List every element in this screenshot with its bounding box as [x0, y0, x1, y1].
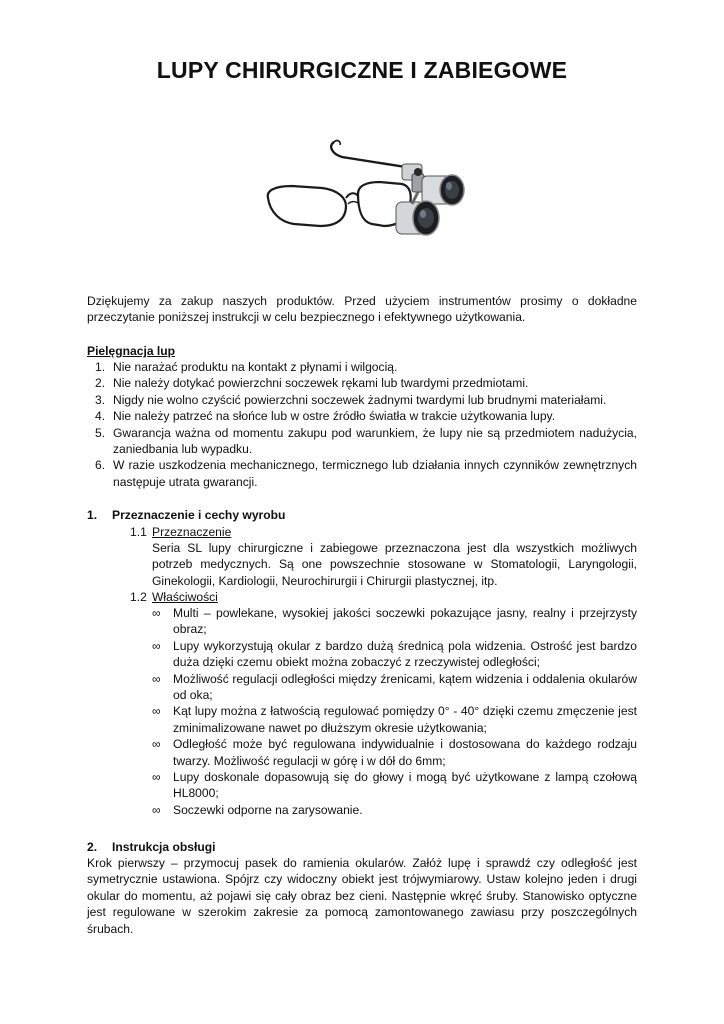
section-2-heading: [87, 839, 216, 855]
list-item-text: Multi – powlekane, wysokiej jakości soczewki pokazujące jasny, realny i przejrzysty obraz;: [173, 606, 637, 637]
subsection-number: 1.2: [130, 590, 147, 604]
intro-paragraph: Dziękujemy za zakup naszych produktów. Przed użyciem instrumentów prosimy o dokładne przeczytanie poniższej instrukcji w celu bezpiecznego i efektywnego użytkowania.: [87, 294, 637, 325]
list-item: [152, 736, 637, 769]
list-item-text: Odległość może być regulowana indywidualnie i dostosowana do każdego rodzaju twarzy. Możliwość regulacji w górę i w dół do 6mm;: [173, 737, 637, 768]
page-title: LUPY CHIRURGICZNE I ZABIEGOWE: [156, 57, 568, 83]
subsection-title: Właściwości: [152, 590, 218, 604]
list-item-text: Nie należy dotykać powierzchni soczewek rękami lub twardymi przedmiotami.: [113, 376, 529, 391]
list-item: [87, 425, 637, 458]
list-item: [152, 638, 637, 671]
section-1-heading: [87, 507, 637, 523]
list-item-text: Nie narażać produktu na kontakt z płynami i wilgocią.: [113, 360, 398, 374]
list-item: [152, 671, 637, 704]
care-list: [87, 359, 637, 490]
list-item-text: Lupy wykorzystują okular z bardzo dużą średnicą pola widzenia. Ostrość jest bardzo duża dzięki czemu obiekt można zobaczyć z rzeczywistej odległości;: [173, 638, 637, 670]
infinity-bullet-icon: ∞: [152, 802, 161, 817]
list-item-number: 2.: [95, 376, 106, 391]
instructions-paragraph: Krok pierwszy – przymocuj pasek do ramienia okularów. Załóż lupę i sprawdź czy odległość jest symetrycznie ustawiona. Spójrz czy widoczny obiekt jest trójwymiarowy. Ustaw kolejno jeden i drugi okular do momentu, aż pojawi się cały obraz bez cieni. Następnie wkręć śruby. Stanowisko optyczne jest regulowane w szerokim zakresie za pomocą zamontowanego zawiasu przy poszczególnych śrubach.: [87, 856, 637, 936]
list-item: [152, 703, 637, 736]
list-item: [87, 359, 637, 375]
subsection-number: 1.1: [130, 525, 147, 539]
subsection-properties-heading: [130, 589, 637, 605]
infinity-bullet-icon: ∞: [152, 606, 161, 620]
list-item: [152, 605, 637, 638]
list-item-number: 1.: [95, 360, 106, 374]
subsection-purpose-heading: [130, 524, 637, 540]
subsection-title: Przeznaczenie: [152, 525, 232, 539]
list-item-number: 6.: [95, 458, 106, 473]
infinity-bullet-icon: ∞: [152, 704, 161, 719]
list-item: [87, 457, 637, 490]
section-number: 1.: [87, 508, 98, 522]
list-item: [152, 802, 637, 818]
infinity-bullet-icon: ∞: [152, 737, 161, 752]
list-item-text: W razie uszkodzenia mechanicznego, termicznego lub działania innych czynników zewnętrznych następuje utrata gwarancji.: [113, 458, 637, 489]
list-item-text: Nie należy patrzeć na słońce lub w ostre źródło światła w trakcie użytkowania lupy.: [113, 409, 556, 424]
list-item-number: 3.: [95, 392, 106, 407]
list-item-text: Lupy doskonale dopasowują się do głowy i mogą być użytkowane z lampą czołową HL8000;: [173, 770, 637, 801]
properties-list: [152, 605, 637, 818]
list-item-text: Nigdy nie wolno czyścić powierzchni soczewek żadnymi twardymi lub brudnymi materiałami.: [113, 392, 607, 407]
purpose-paragraph: Seria SL lupy chirurgiczne i zabiegowe przeznaczona jest dla wszystkich możliwych potrzeb medycznych. Są one powszechnie stosowane w Stomatologii, Laryngologii, Ginekologii, Kardiologii, Neurochirurgii i Chirurgii plastycznej, itp.: [152, 541, 637, 588]
list-item-text: Soczewki odporne na zarysowanie.: [173, 802, 363, 817]
list-item: [87, 408, 637, 424]
section-title: Instrukcja obsługi: [112, 840, 216, 854]
list-item-text: Możliwość regulacji odległości między źrenicami, kątem widzenia i oddalenia okularów od oka;: [173, 671, 637, 703]
surgical-loupes-image: [262, 134, 467, 254]
list-item: [87, 375, 637, 391]
list-item-number: 5.: [95, 425, 106, 440]
list-item: [87, 392, 637, 408]
list-item-number: 4.: [95, 409, 106, 424]
infinity-bullet-icon: ∞: [152, 671, 161, 686]
list-item-text: Kąt lupy można z łatwością regulować pomiędzy 0° - 40° dzięki czemu zmęczenie jest zminimalizowane nawet po dłuższym okresie użytkowania;: [173, 704, 637, 735]
section-title: Przeznaczenie i cechy wyrobu: [112, 508, 286, 522]
infinity-bullet-icon: ∞: [152, 638, 161, 653]
list-item: [152, 769, 637, 802]
list-item-text: Gwarancja ważna od momentu zakupu pod warunkiem, że lupy nie są przedmiotem nadużycia, zaniedbania lub wypadku.: [113, 425, 637, 457]
care-heading: Pielęgnacja lup: [87, 344, 176, 358]
infinity-bullet-icon: ∞: [152, 770, 161, 785]
section-number: 2.: [87, 840, 98, 854]
